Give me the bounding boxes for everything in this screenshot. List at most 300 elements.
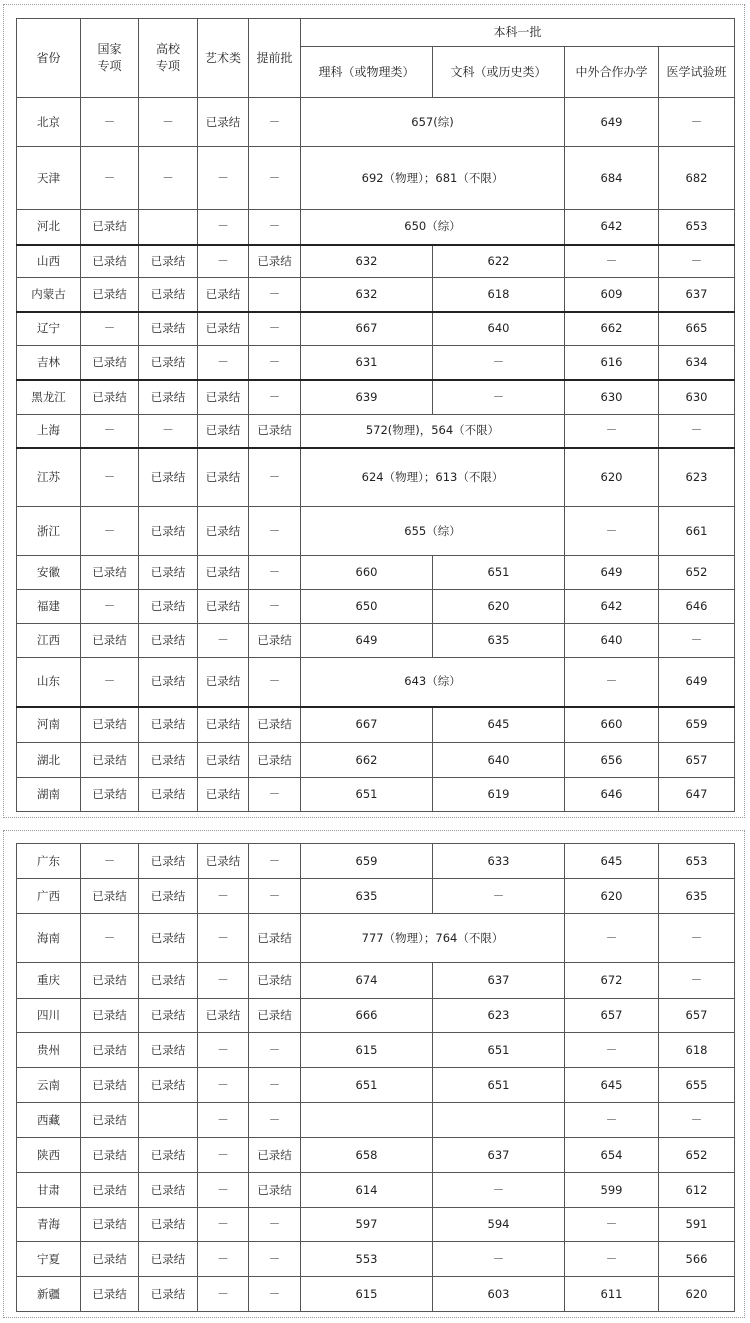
college-special-cell: 已录结 <box>139 1208 198 1242</box>
art-cell: 已录结 <box>198 448 249 507</box>
college-special-cell: 已录结 <box>139 590 198 624</box>
science-score-cell: 639 <box>301 380 433 415</box>
national-special-cell: 已录结 <box>81 707 139 743</box>
medical-score-cell: 612 <box>659 1173 735 1208</box>
college-special-cell: 已录结 <box>139 1138 198 1173</box>
medical-score-cell: 659 <box>659 707 735 743</box>
province-cell: 内蒙古 <box>17 278 81 312</box>
header-national-special: 国家 专项 <box>81 19 139 98</box>
combined-score-cell: 657(综) <box>301 98 565 147</box>
college-special-cell: 已录结 <box>139 963 198 999</box>
college-special-cell: 已录结 <box>139 1242 198 1277</box>
college-special-cell: 已录结 <box>139 1068 198 1103</box>
table-row <box>17 707 735 743</box>
combined-score-cell: 777（物理）；764（不限） <box>301 914 565 963</box>
early-batch-cell: － <box>249 147 301 210</box>
sino-foreign-score-cell: － <box>565 1103 659 1138</box>
table-row <box>17 590 735 624</box>
arts-score-cell: 645 <box>433 707 565 743</box>
early-batch-cell: 已录结 <box>249 1173 301 1208</box>
table-row <box>17 380 735 415</box>
arts-score-cell: － <box>433 879 565 914</box>
table-row <box>17 1068 735 1103</box>
province-cell: 浙江 <box>17 507 81 556</box>
science-score-cell: 649 <box>301 624 433 658</box>
sino-foreign-score-cell: 611 <box>565 1277 659 1312</box>
province-cell: 云南 <box>17 1068 81 1103</box>
sino-foreign-score-cell: 649 <box>565 98 659 147</box>
medical-score-cell: 661 <box>659 507 735 556</box>
sino-foreign-score-cell: － <box>565 507 659 556</box>
province-cell: 西藏 <box>17 1103 81 1138</box>
college-special-cell: 已录结 <box>139 346 198 380</box>
province-cell: 辽宁 <box>17 312 81 346</box>
national-special-cell: 已录结 <box>81 1138 139 1173</box>
science-score-cell: 615 <box>301 1033 433 1068</box>
early-batch-cell: － <box>249 1242 301 1277</box>
sino-foreign-score-cell: － <box>565 415 659 448</box>
art-cell: 已录结 <box>198 507 249 556</box>
sino-foreign-score-cell: － <box>565 245 659 278</box>
province-cell: 广西 <box>17 879 81 914</box>
medical-score-cell: 647 <box>659 778 735 812</box>
table-row <box>17 1033 735 1068</box>
province-cell: 贵州 <box>17 1033 81 1068</box>
science-score-cell: 674 <box>301 963 433 999</box>
science-score-cell: 651 <box>301 778 433 812</box>
early-batch-cell: － <box>249 98 301 147</box>
art-cell: － <box>198 914 249 963</box>
college-special-cell: 已录结 <box>139 1277 198 1312</box>
national-special-cell: 已录结 <box>81 1277 139 1312</box>
header-science: 理科（或物理类） <box>301 47 433 98</box>
table-row <box>17 507 735 556</box>
science-score-cell: 635 <box>301 879 433 914</box>
sino-foreign-score-cell: 642 <box>565 590 659 624</box>
table-row <box>17 210 735 245</box>
province-cell: 宁夏 <box>17 1242 81 1277</box>
sino-foreign-score-cell: 642 <box>565 210 659 245</box>
province-cell: 江西 <box>17 624 81 658</box>
arts-score-cell: 637 <box>433 963 565 999</box>
art-cell: 已录结 <box>198 999 249 1033</box>
medical-score-cell: 646 <box>659 590 735 624</box>
national-special-cell: － <box>81 914 139 963</box>
province-cell: 天津 <box>17 147 81 210</box>
art-cell: － <box>198 245 249 278</box>
early-batch-cell: － <box>249 556 301 590</box>
medical-score-cell: 653 <box>659 210 735 245</box>
score-table-part-2 <box>16 843 735 1312</box>
medical-score-cell: 665 <box>659 312 735 346</box>
province-cell: 湖北 <box>17 743 81 778</box>
art-cell: 已录结 <box>198 278 249 312</box>
college-special-cell: 已录结 <box>139 624 198 658</box>
art-cell: － <box>198 210 249 245</box>
arts-score-cell <box>433 1103 565 1138</box>
early-batch-cell: － <box>249 658 301 707</box>
medical-score-cell: 657 <box>659 999 735 1033</box>
table-row <box>17 844 735 879</box>
medical-score-cell: 618 <box>659 1033 735 1068</box>
early-batch-cell: － <box>249 312 301 346</box>
arts-score-cell: 620 <box>433 590 565 624</box>
national-special-cell: 已录结 <box>81 1033 139 1068</box>
national-special-cell: 已录结 <box>81 963 139 999</box>
early-batch-cell: － <box>249 879 301 914</box>
province-cell: 青海 <box>17 1208 81 1242</box>
college-special-cell: － <box>139 415 198 448</box>
early-batch-cell: － <box>249 1277 301 1312</box>
college-special-cell: 已录结 <box>139 778 198 812</box>
science-score-cell: 662 <box>301 743 433 778</box>
table-row <box>17 963 735 999</box>
sino-foreign-score-cell: 662 <box>565 312 659 346</box>
early-batch-cell: 已录结 <box>249 963 301 999</box>
header-early-batch: 提前批 <box>249 19 301 98</box>
arts-score-cell: 637 <box>433 1138 565 1173</box>
art-cell: － <box>198 1138 249 1173</box>
medical-score-cell: － <box>659 624 735 658</box>
arts-score-cell: 651 <box>433 556 565 590</box>
medical-score-cell: 620 <box>659 1277 735 1312</box>
province-cell: 黑龙江 <box>17 380 81 415</box>
sino-foreign-score-cell: 620 <box>565 448 659 507</box>
early-batch-cell: － <box>249 1033 301 1068</box>
college-special-cell: 已录结 <box>139 1173 198 1208</box>
province-cell: 山西 <box>17 245 81 278</box>
national-special-cell: － <box>81 415 139 448</box>
national-special-cell: 已录结 <box>81 743 139 778</box>
college-special-cell: 已录结 <box>139 999 198 1033</box>
province-cell: 广东 <box>17 844 81 879</box>
arts-score-cell: 619 <box>433 778 565 812</box>
national-special-cell: 已录结 <box>81 1103 139 1138</box>
province-cell: 海南 <box>17 914 81 963</box>
early-batch-cell: － <box>249 1103 301 1138</box>
early-batch-cell: － <box>249 210 301 245</box>
college-special-cell: 已录结 <box>139 507 198 556</box>
table-row <box>17 743 735 778</box>
art-cell: － <box>198 1103 249 1138</box>
province-cell: 甘肃 <box>17 1173 81 1208</box>
sino-foreign-score-cell: － <box>565 1242 659 1277</box>
science-score-cell: 666 <box>301 999 433 1033</box>
arts-score-cell: 623 <box>433 999 565 1033</box>
table-row <box>17 1242 735 1277</box>
province-cell: 北京 <box>17 98 81 147</box>
table-row <box>17 778 735 812</box>
science-score-cell: 659 <box>301 844 433 879</box>
combined-score-cell: 692（物理）；681（不限） <box>301 147 565 210</box>
art-cell: － <box>198 624 249 658</box>
province-cell: 重庆 <box>17 963 81 999</box>
art-cell: － <box>198 879 249 914</box>
medical-score-cell: 655 <box>659 1068 735 1103</box>
national-special-cell: 已录结 <box>81 624 139 658</box>
sino-foreign-score-cell: 672 <box>565 963 659 999</box>
early-batch-cell: － <box>249 844 301 879</box>
early-batch-cell: 已录结 <box>249 624 301 658</box>
art-cell: － <box>198 1277 249 1312</box>
province-cell: 湖南 <box>17 778 81 812</box>
table-row <box>17 147 735 210</box>
science-score-cell: 614 <box>301 1173 433 1208</box>
table-row <box>17 624 735 658</box>
national-special-cell: 已录结 <box>81 1242 139 1277</box>
national-special-cell: － <box>81 448 139 507</box>
sino-foreign-score-cell: 599 <box>565 1173 659 1208</box>
province-cell: 河北 <box>17 210 81 245</box>
art-cell: － <box>198 1242 249 1277</box>
national-special-cell: 已录结 <box>81 346 139 380</box>
province-cell: 江苏 <box>17 448 81 507</box>
table-row <box>17 1173 735 1208</box>
score-table-part-1 <box>16 18 735 812</box>
national-special-cell: － <box>81 98 139 147</box>
science-score-cell: 650 <box>301 590 433 624</box>
art-cell: 已录结 <box>198 415 249 448</box>
score-table-panel-2 <box>3 830 745 1318</box>
national-special-cell: 已录结 <box>81 1208 139 1242</box>
medical-score-cell: － <box>659 963 735 999</box>
science-score-cell: 597 <box>301 1208 433 1242</box>
science-score-cell: 553 <box>301 1242 433 1277</box>
table-row <box>17 1277 735 1312</box>
art-cell: 已录结 <box>198 658 249 707</box>
art-cell: 已录结 <box>198 556 249 590</box>
medical-score-cell: － <box>659 245 735 278</box>
national-special-cell: 已录结 <box>81 1173 139 1208</box>
medical-score-cell: 649 <box>659 658 735 707</box>
arts-score-cell: 603 <box>433 1277 565 1312</box>
college-special-cell: 已录结 <box>139 658 198 707</box>
sino-foreign-score-cell: 620 <box>565 879 659 914</box>
art-cell: － <box>198 1033 249 1068</box>
college-special-cell <box>139 210 198 245</box>
table-row <box>17 245 735 278</box>
sino-foreign-score-cell: 656 <box>565 743 659 778</box>
combined-score-cell: 650（综） <box>301 210 565 245</box>
national-special-cell: 已录结 <box>81 778 139 812</box>
art-cell: 已录结 <box>198 98 249 147</box>
province-cell: 上海 <box>17 415 81 448</box>
college-special-cell: 已录结 <box>139 914 198 963</box>
province-cell: 吉林 <box>17 346 81 380</box>
early-batch-cell: 已录结 <box>249 914 301 963</box>
early-batch-cell: － <box>249 278 301 312</box>
college-special-cell: 已录结 <box>139 245 198 278</box>
sino-foreign-score-cell: 646 <box>565 778 659 812</box>
science-score-cell: 667 <box>301 312 433 346</box>
table-row <box>17 879 735 914</box>
table-row <box>17 556 735 590</box>
college-special-cell: 已录结 <box>139 278 198 312</box>
art-cell: 已录结 <box>198 312 249 346</box>
early-batch-cell: － <box>249 507 301 556</box>
college-special-cell <box>139 1103 198 1138</box>
national-special-cell: 已录结 <box>81 556 139 590</box>
college-special-cell: 已录结 <box>139 448 198 507</box>
medical-score-cell: 566 <box>659 1242 735 1277</box>
science-score-cell: 660 <box>301 556 433 590</box>
sino-foreign-score-cell: 640 <box>565 624 659 658</box>
national-special-cell: 已录结 <box>81 278 139 312</box>
early-batch-cell: 已录结 <box>249 1138 301 1173</box>
sino-foreign-score-cell: 645 <box>565 844 659 879</box>
art-cell: 已录结 <box>198 380 249 415</box>
header-arts: 文科（或历史类） <box>433 47 565 98</box>
early-batch-cell: 已录结 <box>249 415 301 448</box>
college-special-cell: 已录结 <box>139 556 198 590</box>
national-special-cell: 已录结 <box>81 380 139 415</box>
sino-foreign-score-cell: 649 <box>565 556 659 590</box>
arts-score-cell: 651 <box>433 1033 565 1068</box>
sino-foreign-score-cell: 684 <box>565 147 659 210</box>
art-cell: － <box>198 1068 249 1103</box>
province-cell: 陕西 <box>17 1138 81 1173</box>
header-medical: 医学试验班 <box>659 47 735 98</box>
header-first-batch: 本科一批 <box>301 19 735 47</box>
art-cell: 已录结 <box>198 707 249 743</box>
science-score-cell: 658 <box>301 1138 433 1173</box>
medical-score-cell: 630 <box>659 380 735 415</box>
medical-score-cell: － <box>659 1103 735 1138</box>
early-batch-cell: － <box>249 1208 301 1242</box>
arts-score-cell: 640 <box>433 743 565 778</box>
sino-foreign-score-cell: 616 <box>565 346 659 380</box>
medical-score-cell: － <box>659 98 735 147</box>
national-special-cell: － <box>81 147 139 210</box>
table-row <box>17 914 735 963</box>
sino-foreign-score-cell: － <box>565 1208 659 1242</box>
national-special-cell: － <box>81 507 139 556</box>
arts-score-cell: 594 <box>433 1208 565 1242</box>
science-score-cell <box>301 1103 433 1138</box>
arts-score-cell: － <box>433 380 565 415</box>
art-cell: － <box>198 963 249 999</box>
college-special-cell: － <box>139 147 198 210</box>
art-cell: － <box>198 1173 249 1208</box>
medical-score-cell: 623 <box>659 448 735 507</box>
national-special-cell: 已录结 <box>81 999 139 1033</box>
early-batch-cell: － <box>249 448 301 507</box>
arts-score-cell: 651 <box>433 1068 565 1103</box>
medical-score-cell: 657 <box>659 743 735 778</box>
national-special-cell: － <box>81 658 139 707</box>
college-special-cell: 已录结 <box>139 1033 198 1068</box>
medical-score-cell: 635 <box>659 879 735 914</box>
table-row <box>17 415 735 448</box>
college-special-cell: 已录结 <box>139 879 198 914</box>
province-cell: 河南 <box>17 707 81 743</box>
science-score-cell: 651 <box>301 1068 433 1103</box>
medical-score-cell: － <box>659 415 735 448</box>
table-row <box>17 278 735 312</box>
table-row <box>17 1138 735 1173</box>
table-row <box>17 658 735 707</box>
science-score-cell: 615 <box>301 1277 433 1312</box>
early-batch-cell: － <box>249 346 301 380</box>
table-row <box>17 999 735 1033</box>
national-special-cell: － <box>81 312 139 346</box>
province-cell: 安徽 <box>17 556 81 590</box>
arts-score-cell: 618 <box>433 278 565 312</box>
early-batch-cell: － <box>249 380 301 415</box>
medical-score-cell: － <box>659 914 735 963</box>
table-row <box>17 1208 735 1242</box>
art-cell: 已录结 <box>198 844 249 879</box>
national-special-cell: 已录结 <box>81 879 139 914</box>
arts-score-cell: 640 <box>433 312 565 346</box>
medical-score-cell: 637 <box>659 278 735 312</box>
college-special-cell: 已录结 <box>139 743 198 778</box>
medical-score-cell: 591 <box>659 1208 735 1242</box>
art-cell: 已录结 <box>198 778 249 812</box>
early-batch-cell: 已录结 <box>249 999 301 1033</box>
arts-score-cell: 633 <box>433 844 565 879</box>
header-sino-foreign: 中外合作办学 <box>565 47 659 98</box>
art-cell: － <box>198 346 249 380</box>
early-batch-cell: 已录结 <box>249 743 301 778</box>
arts-score-cell: 622 <box>433 245 565 278</box>
sino-foreign-score-cell: 609 <box>565 278 659 312</box>
header-college-special: 高校 专项 <box>139 19 198 98</box>
college-special-cell: － <box>139 98 198 147</box>
arts-score-cell: 635 <box>433 624 565 658</box>
early-batch-cell: － <box>249 590 301 624</box>
province-cell: 山东 <box>17 658 81 707</box>
sino-foreign-score-cell: 645 <box>565 1068 659 1103</box>
medical-score-cell: 653 <box>659 844 735 879</box>
national-special-cell: 已录结 <box>81 210 139 245</box>
sino-foreign-score-cell: 654 <box>565 1138 659 1173</box>
combined-score-cell: 643（综） <box>301 658 565 707</box>
province-cell: 四川 <box>17 999 81 1033</box>
combined-score-cell: 572(物理)，564（不限） <box>301 415 565 448</box>
arts-score-cell: － <box>433 346 565 380</box>
sino-foreign-score-cell: 660 <box>565 707 659 743</box>
science-score-cell: 632 <box>301 278 433 312</box>
sino-foreign-score-cell: 630 <box>565 380 659 415</box>
art-cell: － <box>198 1208 249 1242</box>
art-cell: － <box>198 147 249 210</box>
early-batch-cell: 已录结 <box>249 245 301 278</box>
early-batch-cell: － <box>249 1068 301 1103</box>
college-special-cell: 已录结 <box>139 380 198 415</box>
college-special-cell: 已录结 <box>139 707 198 743</box>
arts-score-cell: － <box>433 1173 565 1208</box>
combined-score-cell: 624（物理）；613（不限） <box>301 448 565 507</box>
medical-score-cell: 652 <box>659 556 735 590</box>
sino-foreign-score-cell: － <box>565 658 659 707</box>
science-score-cell: 667 <box>301 707 433 743</box>
college-special-cell: 已录结 <box>139 844 198 879</box>
medical-score-cell: 634 <box>659 346 735 380</box>
province-cell: 新疆 <box>17 1277 81 1312</box>
table-row <box>17 98 735 147</box>
header-province: 省份 <box>17 19 81 98</box>
science-score-cell: 632 <box>301 245 433 278</box>
arts-score-cell: － <box>433 1242 565 1277</box>
college-special-cell: 已录结 <box>139 312 198 346</box>
art-cell: 已录结 <box>198 743 249 778</box>
national-special-cell: 已录结 <box>81 1068 139 1103</box>
early-batch-cell: － <box>249 778 301 812</box>
header-art: 艺术类 <box>198 19 249 98</box>
art-cell: 已录结 <box>198 590 249 624</box>
table-row <box>17 1103 735 1138</box>
